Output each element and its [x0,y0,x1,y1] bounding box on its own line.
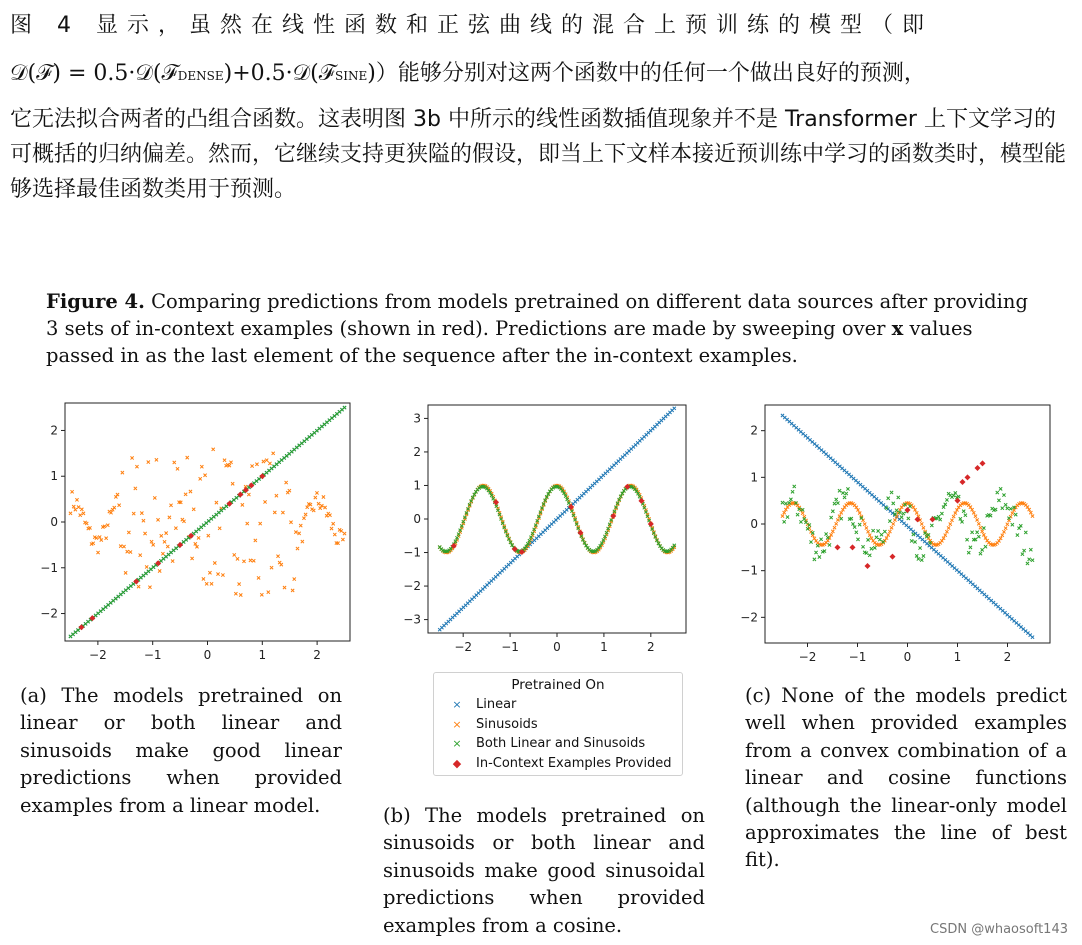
x-tick-label: −1 [143,648,162,662]
y-tick-label: 0 [750,517,758,531]
y-tick-label: 0 [413,512,421,526]
y-tick-label: −2 [740,610,758,625]
plot-panel-a [20,395,340,675]
legend [433,672,683,776]
x-tick-label: 2 [1003,650,1012,664]
subcaption-b: (b) The models pretrained on sinusoids or both linear and sinusoids make good sinusoidal predictions when provided examples from a cosine. [383,804,705,937]
y-tick-label: 2 [750,423,758,438]
x-tick-label: 0 [553,640,561,654]
y-tick-label: 2 [50,423,58,438]
legend-title: Pretrained On [511,677,605,693]
y-tick-label: 1 [750,470,758,485]
x-tick-label: 2 [646,640,655,654]
mixture-formula: 𝒟(ℱ) = 0.5·𝒟(ℱDENSE)+0.5·𝒟(ℱSINE) [10,61,376,86]
subcaption-a: (a) The models pretrained on linear or both linear and sinusoids make good linear predictions when provided examples from a linear model. [20,684,342,817]
legend-marker: × [452,698,462,712]
y-tick-label: 2 [413,444,421,459]
y-tick-label: −3 [403,612,421,627]
subcaption-c: (c) None of the models predict well when provided examples from a convex combination of a linear and cosine functions (although the linear-only model approximates the line of best fit). [745,684,1067,872]
y-tick-label: 3 [413,411,421,426]
plot-panel-b [385,395,695,670]
y-tick-label: 1 [50,469,58,484]
bold-x: x [891,317,904,340]
legend-marker: × [452,717,462,731]
plot-panel-c [730,395,1060,675]
legend-item-in-context: ◆ In-Context Examples Provided [434,754,682,774]
x-tick-label: −2 [798,650,817,664]
x-tick-label: −2 [454,640,473,654]
y-tick-label: −1 [40,560,58,575]
x-tick-label: 2 [313,648,321,662]
x-tick-label: 0 [203,648,212,662]
x-tick-label: 0 [903,650,912,664]
y-tick-label: −1 [740,563,758,578]
x-tick-label: −2 [89,648,107,662]
watermark: CSDN @whaosoft143 [930,922,1068,937]
y-tick-label: 1 [413,478,421,493]
x-tick-label: 1 [258,648,267,662]
legend-marker: ◆ [452,756,462,770]
x-tick-label: 1 [953,650,962,664]
zh-paragraph: 它无法拟合两者的凸组合函数。这表明图 3b 中所示的线性函数插值现象并不是 Transformer 上下文学习的可概括的归纳偏差。然而，它继续支持更狭隘的假设，即当上下文样本接近预训练中学习的函数类时，模型能够选择最佳函数类用于预测。 [10,107,1067,202]
y-tick-label: 0 [50,515,58,529]
legend-item-both: × Both Linear and Sinusoids [434,734,682,754]
legend-marker: × [452,737,462,751]
zh-line-1: 图 4 显示，虽然在线性函数和正弦曲线的混合上预训练的模型（即 [10,13,933,38]
x-tick-label: −1 [501,640,519,654]
y-tick-label: −2 [40,606,58,621]
figure-caption: Figure 4. Comparing predictions from models pretrained on different data sources after providing 3 sets of in-context examples (shown in red). Predictions are made by sweeping over x values passed in as the last element of the sequence after the in-context examples. [46,290,1028,367]
x-tick-label: 1 [600,640,608,654]
x-tick-label: −1 [848,650,867,664]
figure-label: Figure 4. [46,290,145,313]
zh-line-2: 𝒟(ℱ) = 0.5·𝒟(ℱDENSE)+0.5·𝒟(ℱSINE)）能够分别对这两个函数中的任何一个做出良好的预测， [10,61,926,86]
legend-item-sinusoids: × Sinusoids [434,715,682,735]
y-tick-label: −1 [403,545,421,560]
legend-item-linear: × Linear [434,695,682,715]
y-tick-label: −2 [403,579,421,594]
